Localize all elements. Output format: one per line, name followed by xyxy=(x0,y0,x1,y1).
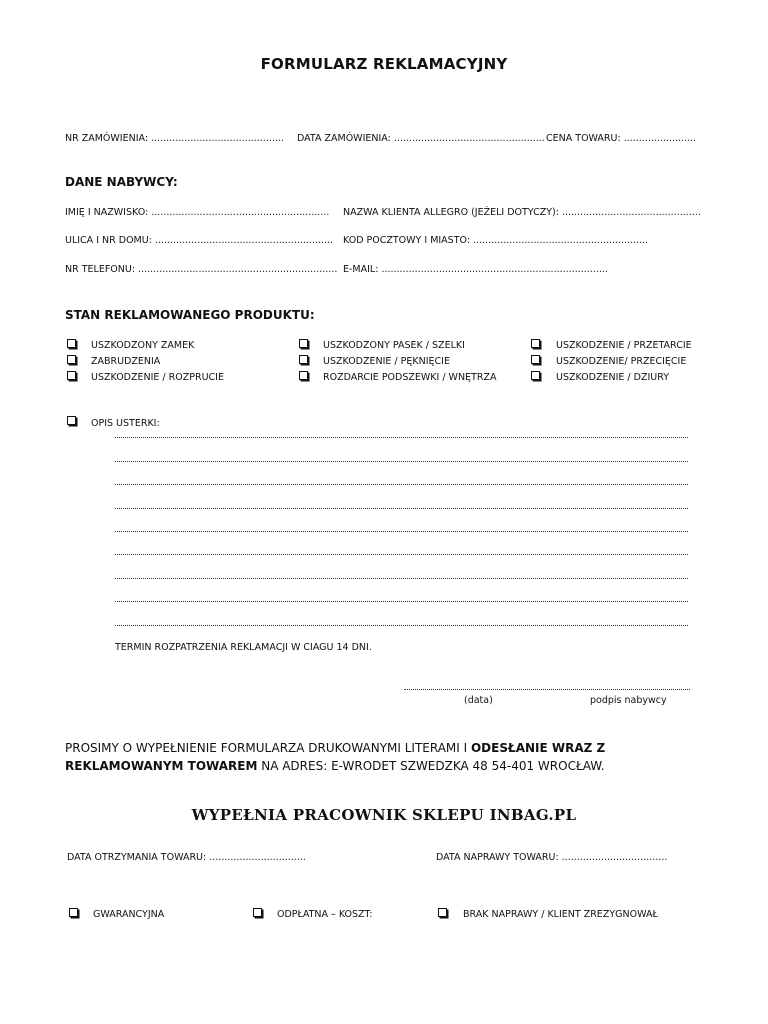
buyer-heading: DANE NABYWCY: xyxy=(65,175,178,189)
signature-caption: podpis nabywcy xyxy=(590,695,667,706)
option-label: USZKODZENIE / PĘKNIĘCIE xyxy=(323,356,450,367)
checkbox-no-repair[interactable] xyxy=(438,908,447,917)
email-field[interactable]: E-MAIL: ........................................................................... xyxy=(343,264,608,275)
allegro-name-field[interactable]: NAZWA KLIENTA ALLEGRO (JEŻELI DOTYCZY): .............................................. xyxy=(343,207,701,218)
checkbox-tear-seam[interactable] xyxy=(67,371,76,380)
checkbox-abrasion[interactable] xyxy=(531,339,540,348)
checkbox-holes[interactable] xyxy=(531,371,540,380)
checkbox-defect-description[interactable] xyxy=(67,416,76,425)
option-label: USZKODZENIE / ROZPRUCIE xyxy=(91,372,224,383)
street-field[interactable]: ULICA I NR DOMU: ........................................................... xyxy=(65,235,334,246)
checkbox-damaged-zipper[interactable] xyxy=(67,339,76,348)
repair-date-field[interactable]: DATA NAPRAWY TOWARU: ................................... xyxy=(436,852,668,863)
option-label: USZKODZENIE / DZIURY xyxy=(556,372,670,383)
instructions-notice xyxy=(65,739,625,775)
option-label: ODPŁATNA – KOSZT: xyxy=(277,909,373,920)
postal-city-field[interactable]: KOD POCZTOWY I MIASTO: .......................................................... xyxy=(343,235,649,246)
product-price-field[interactable]: CENA TOWARU: ........................ xyxy=(546,133,697,144)
signature-line[interactable] xyxy=(404,689,690,690)
received-date-field[interactable]: DATA OTRZYMANIA TOWARU: ................................ xyxy=(67,852,306,863)
checkbox-crack[interactable] xyxy=(299,355,308,364)
writing-line xyxy=(115,625,688,626)
writing-line xyxy=(115,484,688,485)
order-number-field[interactable]: NR ZAMÓWIENIA: ............................................ xyxy=(65,133,284,144)
buyer-name-field[interactable]: IMIĘ I NAZWISKO: ........................................................... xyxy=(65,207,330,218)
review-term-note: TERMIN ROZPATRZENIA REKLAMACJI W CIAGU 14 DNI. xyxy=(115,642,372,653)
defect-description-label: OPIS USTERKI: xyxy=(91,418,160,429)
option-label: USZKODZENIE / PRZETARCIE xyxy=(556,340,692,351)
checkbox-cut[interactable] xyxy=(531,355,540,364)
writing-line xyxy=(115,578,688,579)
option-label: ZABRUDZENIA xyxy=(91,356,161,367)
form-title: FORMULARZ REKLAMACYJNY xyxy=(260,55,508,73)
writing-line xyxy=(115,531,688,532)
product-condition-heading: STAN REKLAMOWANEGO PRODUKTU: xyxy=(65,308,315,322)
writing-line xyxy=(115,508,688,509)
option-label: BRAK NAPRAWY / KLIENT ZREZYGNOWAŁ xyxy=(463,909,658,920)
checkbox-lining-tear[interactable] xyxy=(299,371,308,380)
option-label: GWARANCYJNA xyxy=(93,909,165,920)
writing-line xyxy=(115,554,688,555)
notice-address-text: NA ADRES: E-WRODET SZWEDZKA 48 54-401 WROCŁAW. xyxy=(257,759,605,773)
phone-field[interactable]: NR TELEFONU: .................................................................. xyxy=(65,264,338,275)
option-label: ROZDARCIE PODSZEWKI / WNĘTRZA xyxy=(323,372,497,383)
order-date-field[interactable]: DATA ZAMÓWIENIA: .................................................. xyxy=(297,133,545,144)
writing-line xyxy=(115,437,688,438)
writing-line xyxy=(115,461,688,462)
date-caption: (data) xyxy=(464,695,493,706)
checkbox-damaged-strap[interactable] xyxy=(299,339,308,348)
checkbox-paid-repair[interactable] xyxy=(253,908,262,917)
option-label: USZKODZONY ZAMEK xyxy=(91,340,195,351)
option-label: USZKODZONY PASEK / SZELKI xyxy=(323,340,465,351)
writing-line xyxy=(115,601,688,602)
notice-text: PROSIMY O WYPEŁNIENIE FORMULARZA DRUKOWANYMI LITERAMI I xyxy=(65,741,471,755)
shop-section-heading: WYPEŁNIA PRACOWNIK SKLEPU INBAG.PL xyxy=(191,806,577,824)
notice-bold-text: ODESŁANIE WRAZ Z REKLAMOWANYM TOWAREM xyxy=(65,741,606,773)
checkbox-warranty[interactable] xyxy=(69,908,78,917)
checkbox-dirt[interactable] xyxy=(67,355,76,364)
option-label: USZKODZENIE/ PRZECIĘCIE xyxy=(556,356,687,367)
